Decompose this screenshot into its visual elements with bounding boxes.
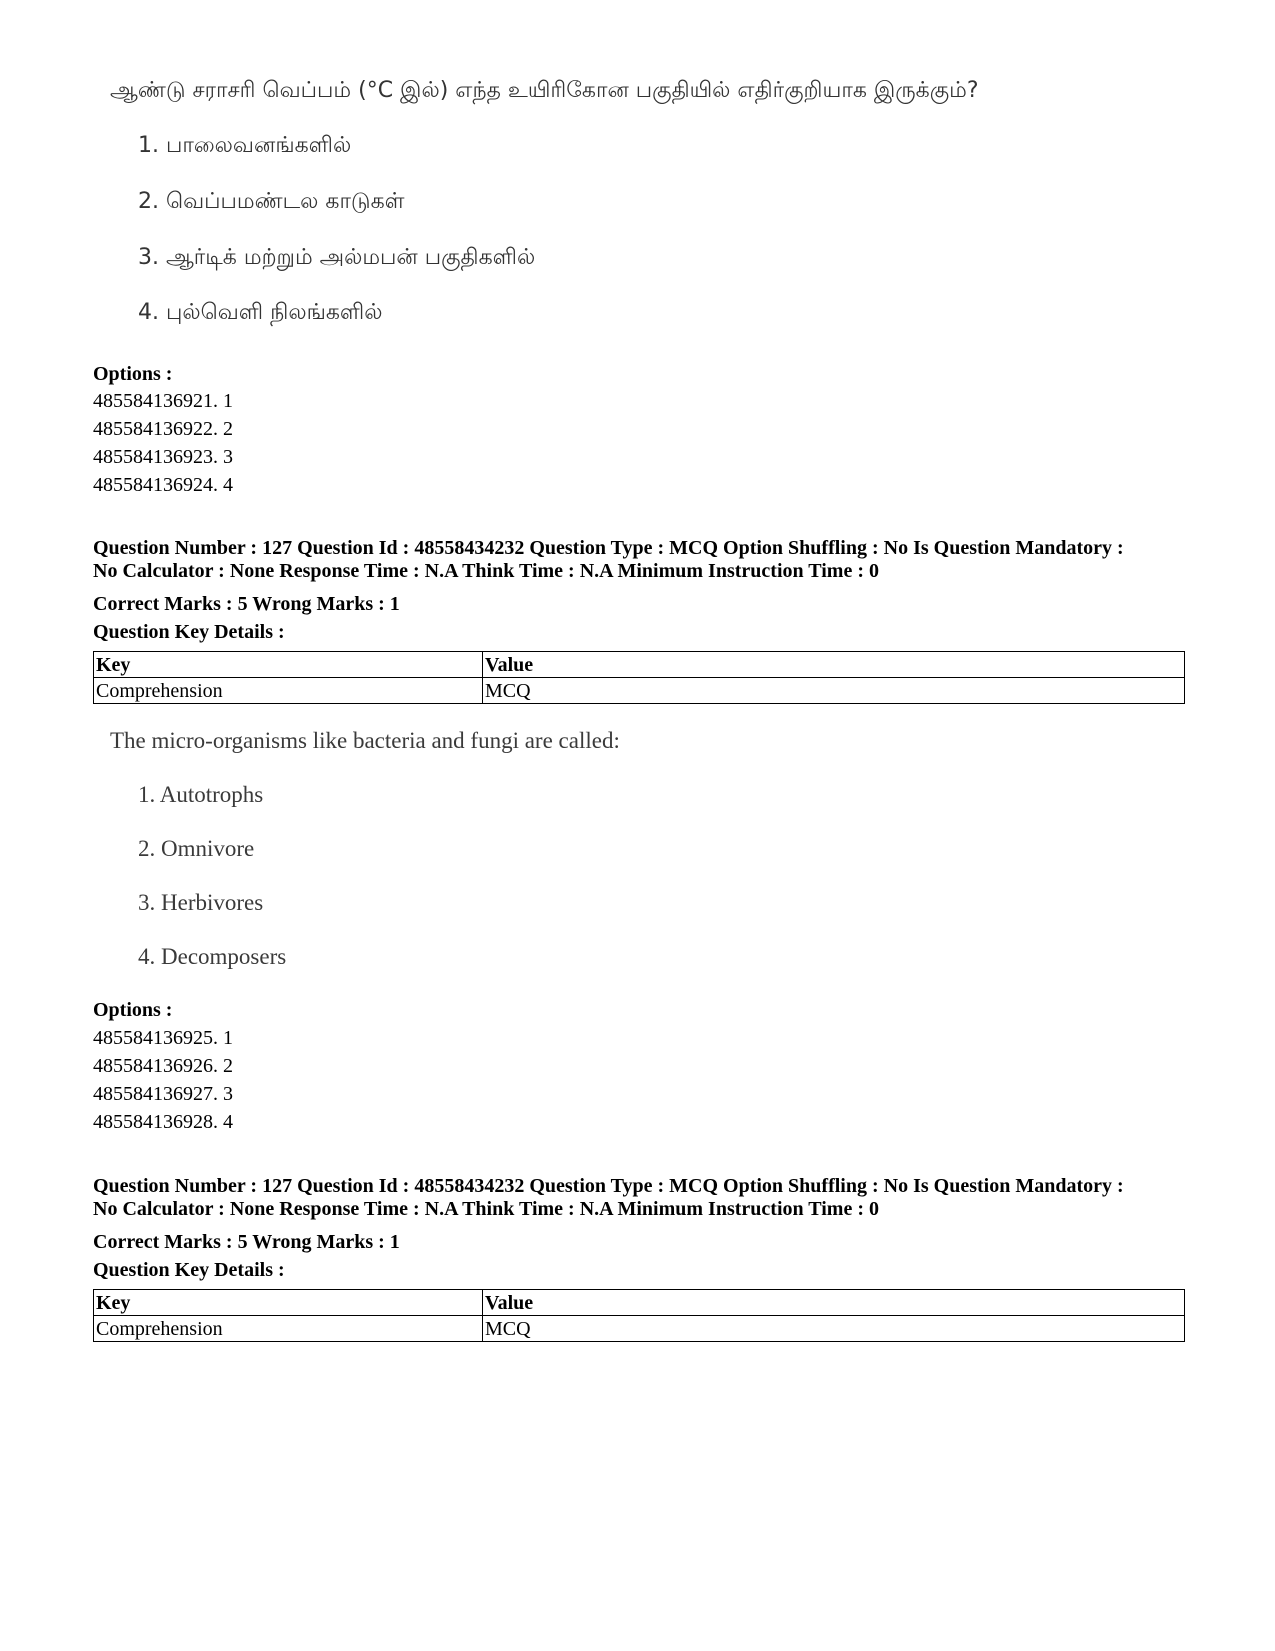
option-id: 485584136926. 2 [93, 1055, 233, 1077]
options-label: Options : [93, 363, 173, 385]
option-id: 485584136928. 4 [93, 1111, 233, 1133]
choice-item: 2. Omnivore [138, 836, 255, 861]
question-meta-header: Question Number : 127 Question Id : 48558434232 Question Type : MCQ Option Shuffling : No Is Question Mandatory : No Calculator : None Response Time : N.A Think Time : N.A Minimum Instruction Time : 0 [93, 537, 1124, 582]
option-id: 485584136925. 1 [93, 1027, 233, 1049]
choice-item: 1. பாலைவனங்களில் [138, 133, 352, 158]
option-id: 485584136923. 3 [93, 446, 233, 468]
option-id: 485584136924. 4 [93, 474, 233, 496]
choice-item: 1. Autotrophs [138, 782, 264, 807]
table-header-value: Value [483, 652, 1185, 678]
question-text: ஆண்டு சராசரி வெப்பம் (°C இல்) எந்த உயிரிகோன பகுதியில் எதிர்குறியாக இருக்கும்? [110, 78, 979, 103]
question-text: The micro-organisms like bacteria and fungi are called: [110, 728, 620, 753]
table-cell-key: Comprehension [94, 678, 483, 704]
table-header-key: Key [94, 652, 483, 678]
key-details-table [93, 651, 1185, 704]
choice-item: 4. Decomposers [138, 944, 287, 969]
marks-line: Correct Marks : 5 Wrong Marks : 1 [93, 1231, 400, 1253]
table-header-value: Value [483, 1290, 1185, 1316]
choice-item: 2. வெப்பமண்டல காடுகள் [138, 189, 405, 214]
option-id: 485584136921. 1 [93, 390, 233, 412]
option-id: 485584136927. 3 [93, 1083, 233, 1105]
choice-item: 3. ஆர்டிக் மற்றும் அல்மபன் பகுதிகளில் [138, 245, 536, 270]
table-cell-value: MCQ [483, 678, 1185, 704]
table-header-key: Key [94, 1290, 483, 1316]
choice-item: 4. புல்வெளி நிலங்களில் [138, 300, 383, 325]
question-meta-header: Question Number : 127 Question Id : 48558434232 Question Type : MCQ Option Shuffling : No Is Question Mandatory : No Calculator : None Response Time : N.A Think Time : N.A Minimum Instruction Time : 0 [93, 1175, 1124, 1220]
key-details-label: Question Key Details : [93, 1259, 285, 1281]
key-details-label: Question Key Details : [93, 621, 285, 643]
choice-item: 3. Herbivores [138, 890, 264, 915]
table-cell-key: Comprehension [94, 1316, 483, 1342]
options-label: Options : [93, 999, 173, 1021]
marks-line: Correct Marks : 5 Wrong Marks : 1 [93, 593, 400, 615]
table-cell-value: MCQ [483, 1316, 1185, 1342]
option-id: 485584136922. 2 [93, 418, 233, 440]
key-details-table [93, 1289, 1185, 1342]
